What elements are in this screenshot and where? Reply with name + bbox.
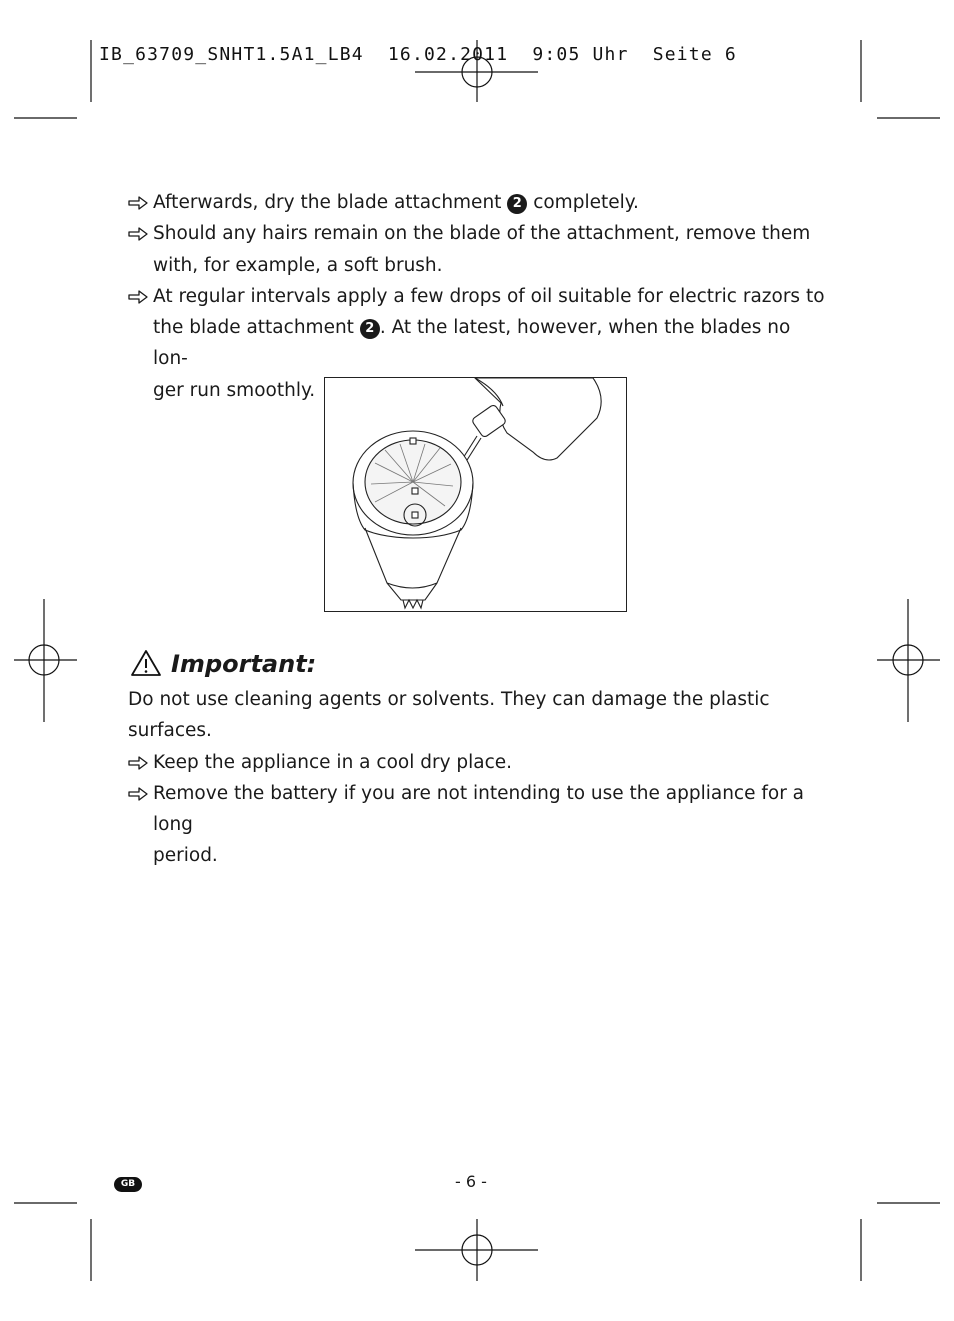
step-text: with, for example, a soft brush. [153, 254, 443, 276]
print-slug: IB_63709_SNHT1.5A1_LB4 16.02.2011 9:05 Uhr Seite 6 [99, 44, 737, 65]
arrow-right-icon [128, 196, 148, 210]
arrow-right-icon [128, 756, 148, 770]
list-item [128, 218, 828, 281]
step-text: Should any hairs remain on the blade of the attachment, remove them [153, 223, 811, 245]
page-number: - 6 - [455, 1172, 487, 1191]
important-text: surfaces. [128, 720, 212, 742]
language-badge: GB [114, 1177, 142, 1192]
step-text: Keep the appliance in a cool dry place. [153, 751, 513, 773]
list-item [128, 187, 828, 218]
circled-number-icon: 2 [507, 194, 527, 214]
step-text: period. [153, 845, 218, 867]
list-item [128, 747, 833, 778]
important-text: Do not use cleaning agents or solvents. They can damage the plastic [128, 689, 770, 710]
step-text: the blade attachment [153, 317, 360, 339]
step-text: ger run smoothly. [153, 379, 316, 401]
circled-number-icon: 2 [360, 319, 380, 339]
step-text: completely. [527, 192, 639, 213]
instruction-list [128, 187, 828, 406]
step-text: Remove the battery if you are not intending to use the appliance for a long [153, 782, 805, 836]
list-item [128, 778, 833, 872]
important-body [128, 684, 833, 872]
step-text: . At the latest, however, when the blades no lon- [153, 317, 791, 370]
step-text: Afterwards, dry the blade attachment [153, 192, 508, 213]
oiling-illustration [324, 377, 627, 612]
arrow-right-icon [128, 227, 148, 241]
step-text: At regular intervals apply a few drops of oil suitable for electric razors to [153, 285, 825, 307]
important-title: Important: [171, 650, 317, 678]
arrow-right-icon [128, 787, 148, 801]
blade-attachment-oil-drawing [325, 378, 625, 610]
warning-triangle-icon [130, 649, 162, 677]
arrow-right-icon [128, 290, 148, 304]
